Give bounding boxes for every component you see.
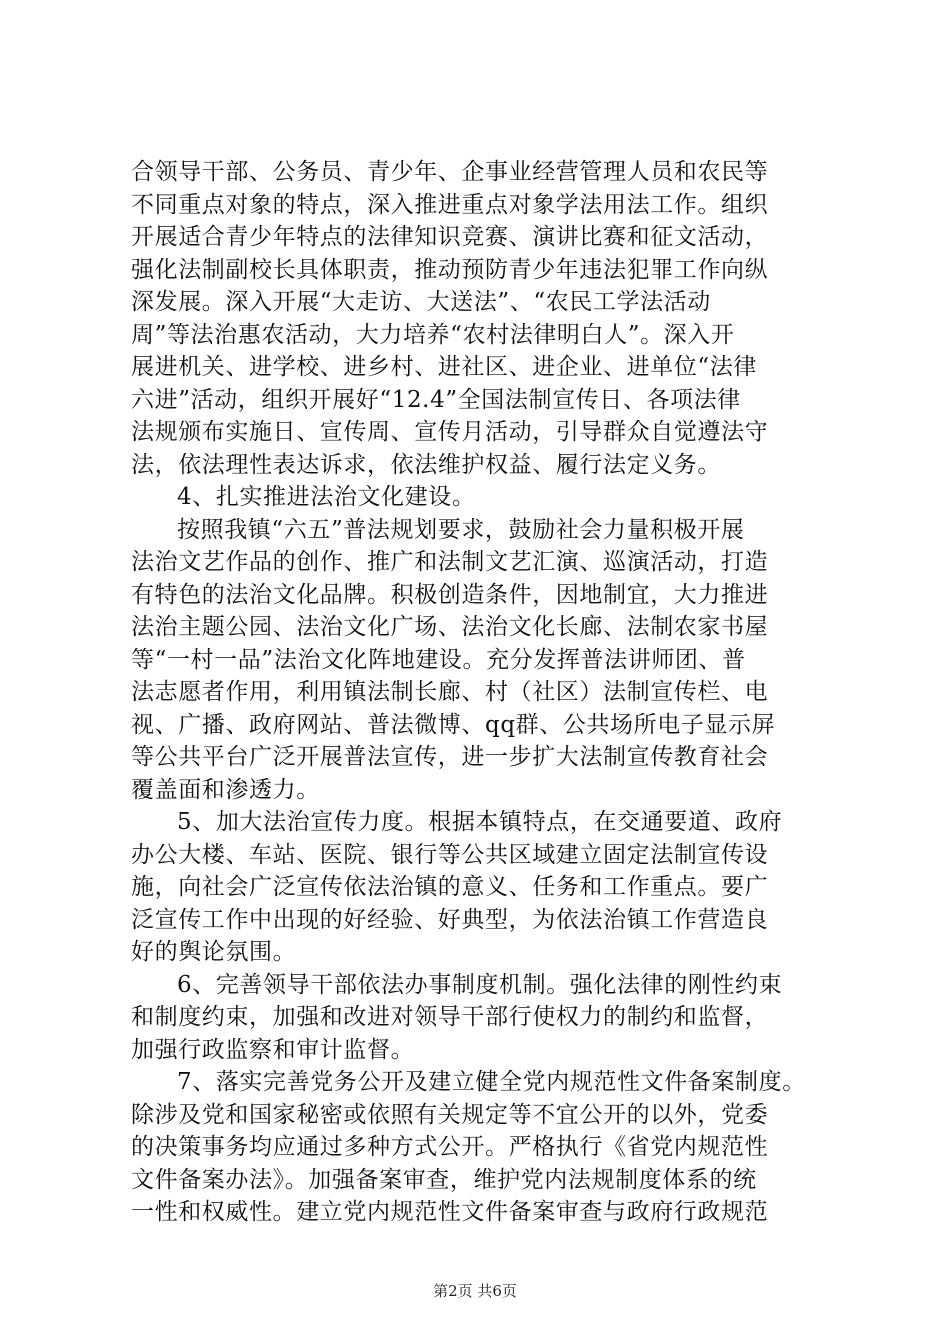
text-line: 法志愿者作用，利用镇法制长廊、村（社区）法制宣传栏、电 bbox=[131, 679, 769, 705]
section-heading-6: 6、完善领导干部依法办事制度机制。强化法律的刚性约束 bbox=[177, 971, 783, 998]
body-text bbox=[131, 156, 851, 1229]
text-line: 法，依法理性表达诉求，依法维护权益、履行法定义务。 bbox=[131, 451, 721, 478]
text-line: 展进机关、进学校、进乡村、进社区、进企业、进单位“法律 bbox=[131, 354, 757, 380]
text-line: 等“一村一品”法治文化阵地建设。充分发挥普法讲师团、普 bbox=[131, 646, 746, 673]
section-heading-7: 7、落实完善党务公开及建立健全党内规范性文件备案制度。 bbox=[177, 1069, 806, 1095]
text-line: 视、广播、政府网站、普法微博、qq群、公共场所电子显示屏 bbox=[131, 711, 776, 738]
text-line: 按照我镇“六五”普法规划要求，鼓励社会力量积极开展 bbox=[177, 516, 745, 543]
text-line: 开展适合青少年特点的法律知识竞赛、演讲比赛和征文活动， bbox=[131, 224, 769, 250]
text-line: 合领导干部、公务员、青少年、企事业经营管理人员和农民等 bbox=[131, 159, 769, 185]
section-heading-4: 4、扎实推进法治文化建设。 bbox=[177, 484, 476, 510]
text-line: 法治主题公园、法治文化广场、法治文化长廊、法制农家书屋 bbox=[131, 614, 769, 640]
text-line: 施，向社会广泛宣传依法治镇的意义、任务和工作重点。要广 bbox=[131, 874, 769, 900]
text-line: 好的舆论氛围。 bbox=[131, 939, 297, 965]
text-line: 强化法制副校长具体职责，推动预防青少年违法犯罪工作向纵 bbox=[131, 256, 769, 283]
text-line: 周”等法治惠农活动，大力培养“农村法律明白人”。深入开 bbox=[131, 321, 735, 348]
page-number-footer: 第2页 共6页 bbox=[433, 1282, 517, 1300]
text-line: 六进”活动，组织开展好“12.4”全国法制宣传日、各项法律 bbox=[131, 386, 741, 413]
text-line: 法规颁布实施日、宣传周、宣传月活动，引导群众自觉遵法守 bbox=[131, 419, 769, 445]
text-line: 的决策事务均应通过多种方式公开。严格执行《省党内规范性 bbox=[131, 1134, 769, 1160]
text-line: 除涉及党和国家秘密或依照有关规定等不宜公开的以外，党委 bbox=[131, 1101, 769, 1128]
text-line: 泛宣传工作中出现的好经验、好典型，为依法治镇工作营造良 bbox=[131, 906, 769, 933]
text-line: 加强行政监察和审计监督。 bbox=[131, 1036, 415, 1063]
text-line: 一性和权威性。建立党内规范性文件备案审查与政府行政规范 bbox=[131, 1199, 769, 1225]
text-line: 等公共平台广泛开展普法宣传，进一步扩大法制宣传教育社会 bbox=[131, 744, 769, 770]
section-heading-5: 5、加大法治宣传力度。根据本镇特点，在交通要道、政府 bbox=[177, 809, 783, 835]
text-line: 深发展。深入开展“大走访、大送法”、“农民工学法活动 bbox=[131, 289, 711, 315]
text-line: 覆盖面和渗透力。 bbox=[131, 776, 320, 803]
text-line: 有特色的法治文化品牌。积极创造条件，因地制宜，大力推进 bbox=[131, 581, 769, 608]
text-line: 办公大楼、车站、医院、银行等公共区域建立固定法制宣传设 bbox=[131, 841, 769, 868]
text-line: 和制度约束，加强和改进对领导干部行使权力的制约和监督， bbox=[131, 1004, 769, 1030]
text-line: 文件备案办法》。加强备案审查，维护党内法规制度体系的统 bbox=[131, 1166, 757, 1193]
text-line: 不同重点对象的特点，深入推进重点对象学法用法工作。组织 bbox=[131, 191, 769, 218]
text-line: 法治文艺作品的创作、推广和法制文艺汇演、巡演活动，打造 bbox=[131, 549, 769, 575]
